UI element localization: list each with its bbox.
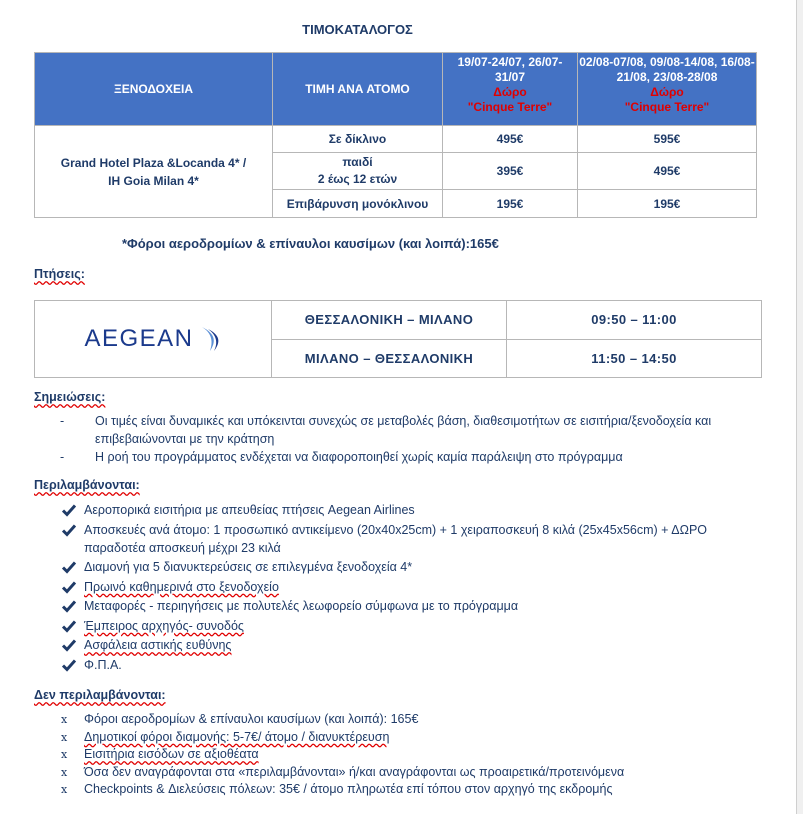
period-1-gift: Δώρο xyxy=(493,85,527,99)
included-text: Πρωινό καθημερινά στο ξενοδοχείο xyxy=(84,579,279,594)
price-table xyxy=(34,52,757,218)
dash-bullet: - xyxy=(60,450,65,464)
notes-list xyxy=(34,412,754,466)
flights-table xyxy=(34,300,762,378)
included-text: Ασφάλεια αστικής ευθύνης xyxy=(84,638,232,652)
header-period-2 xyxy=(578,53,757,126)
check-icon xyxy=(62,619,76,638)
not-included-text: Όσα δεν αναγράφονται στα «περιλαμβάνονται» ή/και αναγράφονται ως προαιρετικά/προτεινόμενα xyxy=(84,764,625,779)
included-text: Διαμονή για 5 διανυκτερεύσεις σε επιλεγμένα ξενοδοχεία 4* xyxy=(84,560,413,574)
included-text: Φ.Π.Α. xyxy=(84,657,122,672)
check-icon xyxy=(62,599,76,618)
row-label-line2: 2 έως 12 ετών xyxy=(317,172,398,186)
price-cell: 395€ xyxy=(443,153,578,190)
page-edge xyxy=(796,0,803,814)
hotel-name-1: Grand Hotel Plaza &Locanda 4* / xyxy=(60,155,247,170)
list-item xyxy=(34,501,759,519)
header-period-1 xyxy=(443,53,578,126)
list-item xyxy=(34,656,759,674)
price-cell: 195€ xyxy=(578,190,757,218)
flight-time: 09:50 – 11:00 xyxy=(507,301,762,340)
included-text: Αποσκευές ανά άτομο: 1 προσωπικό αντικείμενο (20x40x25cm) + 1 χειραποσκευή 8 κιλά (25x45x56cm) + ΔΩΡΟ παραδοτέα αποσκευή μέχρι 23 κιλά xyxy=(84,522,708,555)
included-heading: Περιλαμβάνονται: xyxy=(34,478,140,492)
tax-note: *Φόροι αεροδρομίων & επίναυλοι καυσίμων (και λοιπά):165€ xyxy=(122,236,499,251)
not-included-list xyxy=(34,711,759,799)
check-icon xyxy=(62,523,76,542)
not-included-heading: Δεν περιλαμβάνονται: xyxy=(34,688,166,702)
flight-time: 11:50 – 14:50 xyxy=(507,339,762,378)
page-title: ΤΙΜΟΚΑΤΑΛΟΓΟΣ xyxy=(302,22,413,37)
not-included-text: Εισιτήρια εισόδων σε αξιοθέατα xyxy=(84,747,259,761)
flights-heading: Πτήσεις: xyxy=(34,267,85,281)
list-item xyxy=(34,729,759,747)
check-icon xyxy=(62,503,76,522)
hotel-names-cell xyxy=(35,126,273,218)
not-included-text: Checkpoints & Διελεύσεις πόλεων: 35€ / άτομο πληρωτέα επί τόπου στον αρχηγό της εκδρομής xyxy=(84,782,613,796)
aegean-wing-icon xyxy=(200,326,222,352)
list-item xyxy=(34,764,759,782)
list-item xyxy=(34,578,759,596)
included-list xyxy=(34,501,759,675)
check-icon xyxy=(62,638,76,657)
list-item xyxy=(34,521,759,557)
list-item xyxy=(34,781,759,799)
note-text: Η ροή του προγράμματος ενδέχεται να διαφοροποιηθεί χωρίς καμία παράλειψη στο πρόγραμμα xyxy=(95,450,623,464)
hotel-name-2: IH Goia Milan 4* xyxy=(108,173,199,188)
not-included-text: Φόροι αεροδρομίων & επίναυλοι καυσίμων (και λοιπά): 165€ xyxy=(84,712,419,726)
list-item xyxy=(34,558,759,576)
list-item xyxy=(34,746,759,764)
list-item xyxy=(34,448,754,466)
x-bullet: x xyxy=(61,783,68,796)
included-text: Έμπειρος αρχηγός- συνοδός xyxy=(84,618,244,633)
note-text: Οι τιμές είναι δυναμικές και υπόκεινται συνεχώς σε μεταβολές βάση, διαθεσιμοτήτων σε εισιτήρια/ξενοδοχεία και επιβεβαιώνονται με την κράτηση xyxy=(95,414,712,446)
included-text: Αεροπορικά εισιτήρια με απευθείας πτήσεις Aegean Airlines xyxy=(84,503,415,517)
x-bullet: x xyxy=(61,748,68,761)
included-text: Μεταφορές - περιηγήσεις με πολυτελές λεωφορείο σύμφωνα με το πρόγραμμα xyxy=(84,599,519,613)
price-cell: 595€ xyxy=(578,126,757,153)
notes-heading: Σημειώσεις: xyxy=(34,390,106,404)
check-icon xyxy=(62,580,76,599)
x-bullet: x xyxy=(61,730,68,744)
flight-route: ΘΕΣΣΑΛΟΝΙΚΗ – ΜΙΛΑΝΟ xyxy=(272,301,507,340)
dash-bullet: - xyxy=(60,414,65,428)
flight-route: ΜΙΛΑΝΟ – ΘΕΣΣΑΛΟΝΙΚΗ xyxy=(272,339,507,378)
check-icon xyxy=(62,658,76,677)
row-label xyxy=(273,153,443,190)
price-cell: 195€ xyxy=(443,190,578,218)
period-2-gift: Δώρο xyxy=(650,85,684,99)
aegean-logo xyxy=(35,325,271,353)
not-included-text: Δημοτικοί φόροι διαμονής: 5-7€/ άτομο / διανυκτέρευση xyxy=(84,729,390,744)
header-price-per-person: ΤΙΜΗ ΑΝΑ ΑΤΟΜΟ xyxy=(273,53,443,126)
price-cell: 495€ xyxy=(578,153,757,190)
period-2-dates: 02/08-07/08, 09/08-14/08, 16/08-21/08, 23/08-28/08 xyxy=(579,55,755,84)
row-label: Επιβάρυνση μονόκλινου xyxy=(273,190,443,218)
aegean-logo-text: AEGEAN xyxy=(84,325,194,352)
list-item xyxy=(34,711,759,729)
list-item xyxy=(34,412,754,448)
price-cell: 495€ xyxy=(443,126,578,153)
airline-logo-cell xyxy=(35,301,272,378)
row-label: Σε δίκλινο xyxy=(273,126,443,153)
x-bullet: x xyxy=(61,765,68,779)
list-item xyxy=(34,636,759,654)
header-hotels: ΞΕΝΟΔΟΧΕΙΑ xyxy=(35,53,273,126)
list-item xyxy=(34,597,759,615)
period-2-gift-name: "Cinque Terre" xyxy=(624,100,710,114)
list-item xyxy=(34,617,759,635)
x-bullet: x xyxy=(61,713,68,726)
check-icon xyxy=(62,560,76,579)
row-label-line1: παιδί xyxy=(342,155,373,169)
period-1-dates: 19/07-24/07, 26/07-31/07 xyxy=(457,55,563,84)
period-1-gift-name: "Cinque Terre" xyxy=(467,100,553,114)
